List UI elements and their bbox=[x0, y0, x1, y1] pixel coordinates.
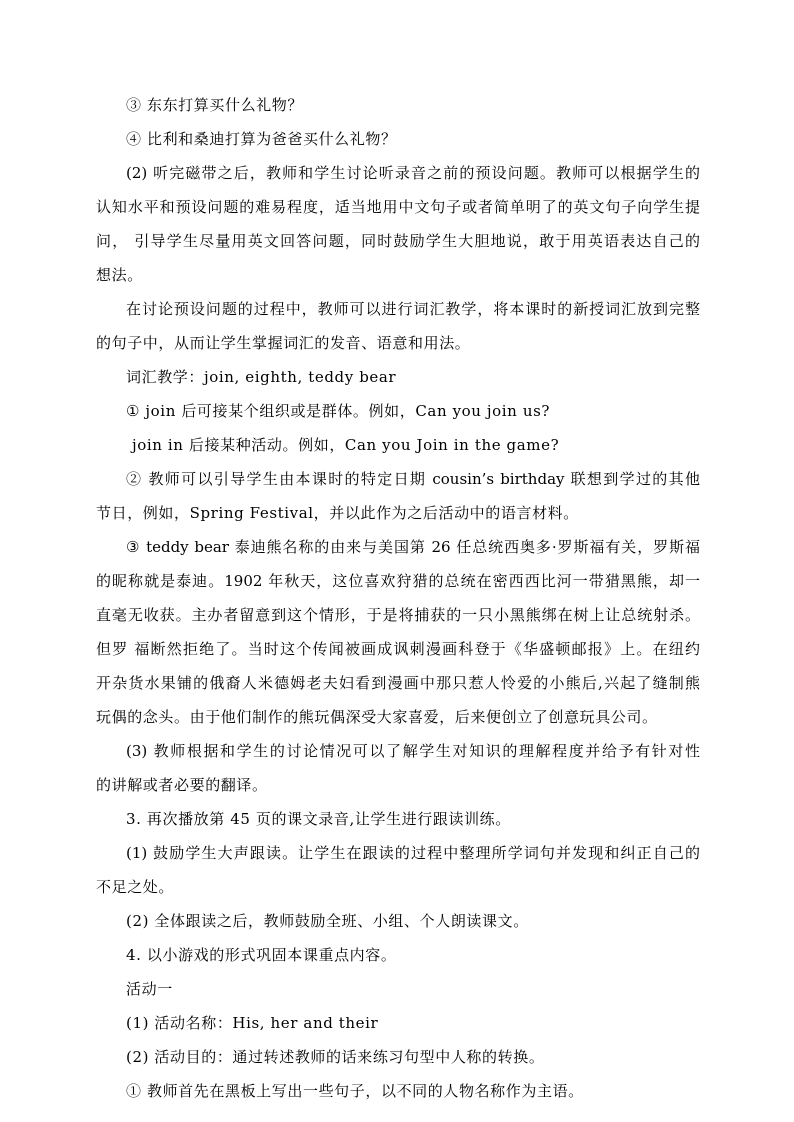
text-line: ③ 东东打算买什么礼物？ bbox=[126, 96, 303, 114]
text-line: 不足之处。 bbox=[96, 878, 175, 896]
text-line: (2) 全体跟读之后，教师鼓励全班、小组、个人朗读课文。 bbox=[126, 912, 529, 930]
text-line: (2) 活动目的：通过转述教师的话来练习句型中人称的转换。 bbox=[126, 1048, 545, 1066]
text-line: ① 教师首先在黑板上写出一些句子，以不同的人物名称作为主语。 bbox=[126, 1082, 584, 1100]
text-line: 认知水平和预设问题的难易程度，适当地用中文句子或者简单明了的英文句子向学生提 bbox=[96, 198, 700, 216]
text-line: ① join 后可接某个组织或是群体。例如，Can you join us? bbox=[126, 402, 551, 420]
text-line: join in 后接某种活动。例如，Can you Join in the game? bbox=[132, 436, 560, 454]
text-line: 玩偶的念头。由于他们制作的熊玩偶深受大家喜爱，后来便创立了创意玩具公司。 bbox=[96, 708, 658, 726]
text-line: 开杂货水果铺的俄裔人米德姆老夫妇看到漫画中那只惹人怜爱的小熊后,兴起了缝制熊 bbox=[96, 674, 700, 692]
text-line: 4. 以小游戏的形式巩固本课重点内容。 bbox=[126, 946, 397, 964]
text-line: (1) 鼓励学生大声跟读。让学生在跟读的过程中整理所学词句并发现和纠正自己的 bbox=[126, 844, 700, 862]
text-line: (2) 听完磁带之后，教师和学生讨论听录音之前的预设问题。教师可以根据学生的 bbox=[126, 164, 700, 182]
text-line: 节日，例如，Spring Festival，并以此作为之后活动中的语言材料。 bbox=[96, 504, 579, 522]
document-body bbox=[96, 88, 700, 1108]
text-line: 想法。 bbox=[96, 266, 143, 284]
text-line: (3) 教师根据和学生的讨论情况可以了解学生对知识的理解程度并给予有针对性 bbox=[126, 742, 700, 760]
text-line: 直毫无收获。主办者留意到这个情形，于是将捕获的一只小黑熊绑在树上让总统射杀。 bbox=[96, 606, 700, 624]
text-line: (1) 活动名称：His, her and their bbox=[126, 1014, 379, 1032]
text-line: 的昵称就是泰迪。1902 年秋天，这位喜欢狩猎的总统在密西西比河一带猎黑熊，却一 bbox=[96, 572, 700, 590]
text-line: ③ teddy bear 泰迪熊名称的由来与美国第 26 任总统西奥多·罗斯福有关，罗斯福 bbox=[126, 538, 700, 556]
text-line: ④ 比利和桑迪打算为爸爸买什么礼物？ bbox=[126, 130, 397, 148]
text-line: 但罗 福断然拒绝了。当时这个传闻被画成讽刺漫画科登于《华盛顿邮报》上。在纽约 bbox=[96, 640, 700, 658]
text-line: 活动一 bbox=[126, 980, 173, 998]
text-line: 词汇教学：join, eighth, teddy bear bbox=[126, 368, 397, 386]
text-line: ② 教师可以引导学生由本课时的特定日期 cousin’s birthday 联想到学过的其他 bbox=[126, 470, 700, 488]
text-line: 的句子中，从而让学生掌握词汇的发音、语意和用法。 bbox=[96, 334, 471, 352]
text-line: 问， 引导学生尽量用英文回答问题，同时鼓励学生大胆地说，敢于用英语表达自己的 bbox=[96, 232, 700, 250]
text-line: 在讨论预设问题的过程中，教师可以进行词汇教学，将本课时的新授词汇放到完整 bbox=[126, 300, 700, 318]
text-line: 3. 再次播放第 45 页的课文录音,让学生进行跟读训练。 bbox=[126, 810, 511, 828]
text-line: 的讲解或者必要的翻译。 bbox=[96, 776, 268, 794]
